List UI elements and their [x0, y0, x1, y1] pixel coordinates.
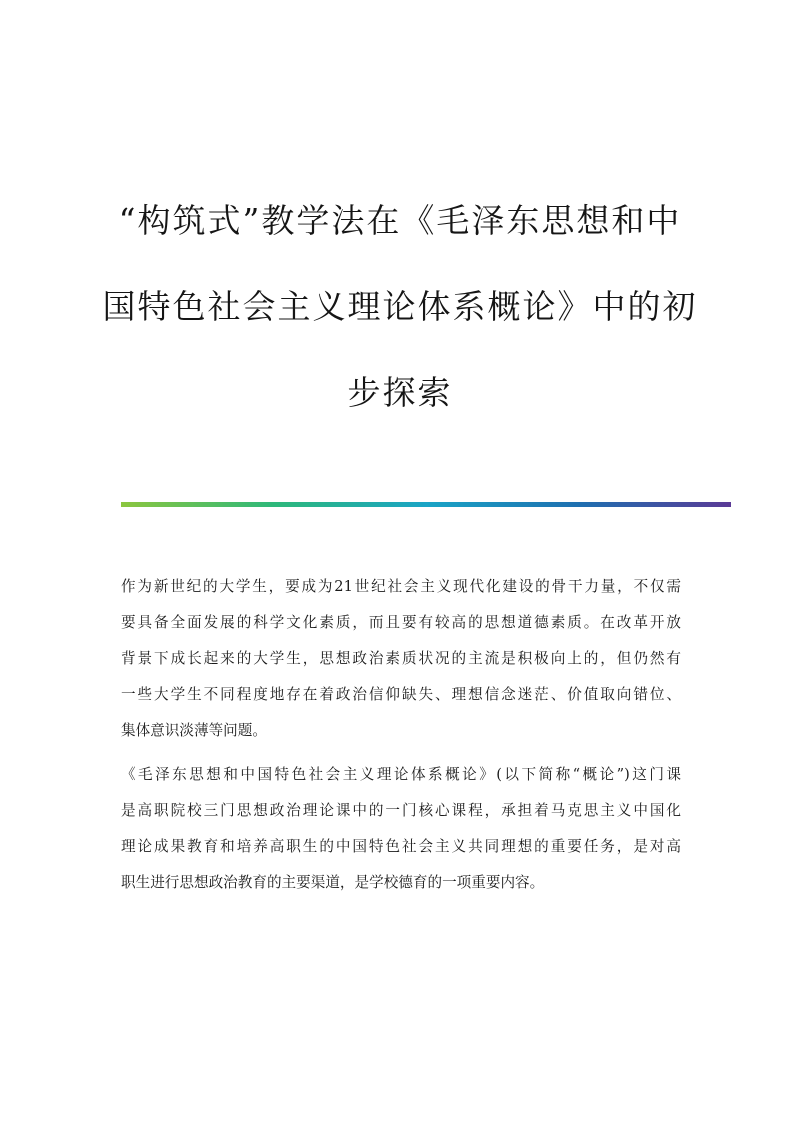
paragraph-line: 要具备全面发展的科学文化素质，而且要有较高的思想道德素质。在改革开放: [121, 614, 681, 631]
title-line-2: 国特色社会主义理论体系概论》中的初: [102, 287, 698, 326]
paragraph-line: 是高职院校三门思想政治理论课中的一门核心课程，承担着马克思主义中国化: [121, 802, 681, 819]
paragraph-line: 理论成果教育和培养高职生的中国特色社会主义共同理想的重要任务，是对高: [121, 838, 681, 855]
paragraph-line: 一些大学生不同程度地存在着政治信仰缺失、理想信念迷茫、价值取向错位、: [121, 686, 681, 703]
document-title: [80, 178, 720, 436]
paragraph-line: 职生进行思想政治教育的主要渠道，是学校德育的一项重要内容。: [121, 874, 545, 891]
paragraph-line: 集体意识淡薄等问题。: [121, 722, 267, 739]
paragraph-line: 作为新世纪的大学生，要成为21世纪社会主义现代化建设的骨干力量，不仅需: [121, 578, 681, 595]
paragraph-2: [121, 757, 681, 901]
paragraph-line: 背景下成长起来的大学生，思想政治素质状况的主流是积极向上的，但仍然有: [121, 650, 681, 667]
gradient-divider: [121, 502, 731, 507]
paragraph-1: [121, 569, 681, 749]
title-line-3: 步探索: [347, 373, 453, 412]
title-line-1: “构筑式”教学法在《毛泽东思想和中: [118, 201, 682, 240]
document-body: [121, 569, 681, 909]
paragraph-line: 《毛泽东思想和中国特色社会主义理论体系概论》(以下简称“概论”)这门课: [121, 766, 681, 783]
